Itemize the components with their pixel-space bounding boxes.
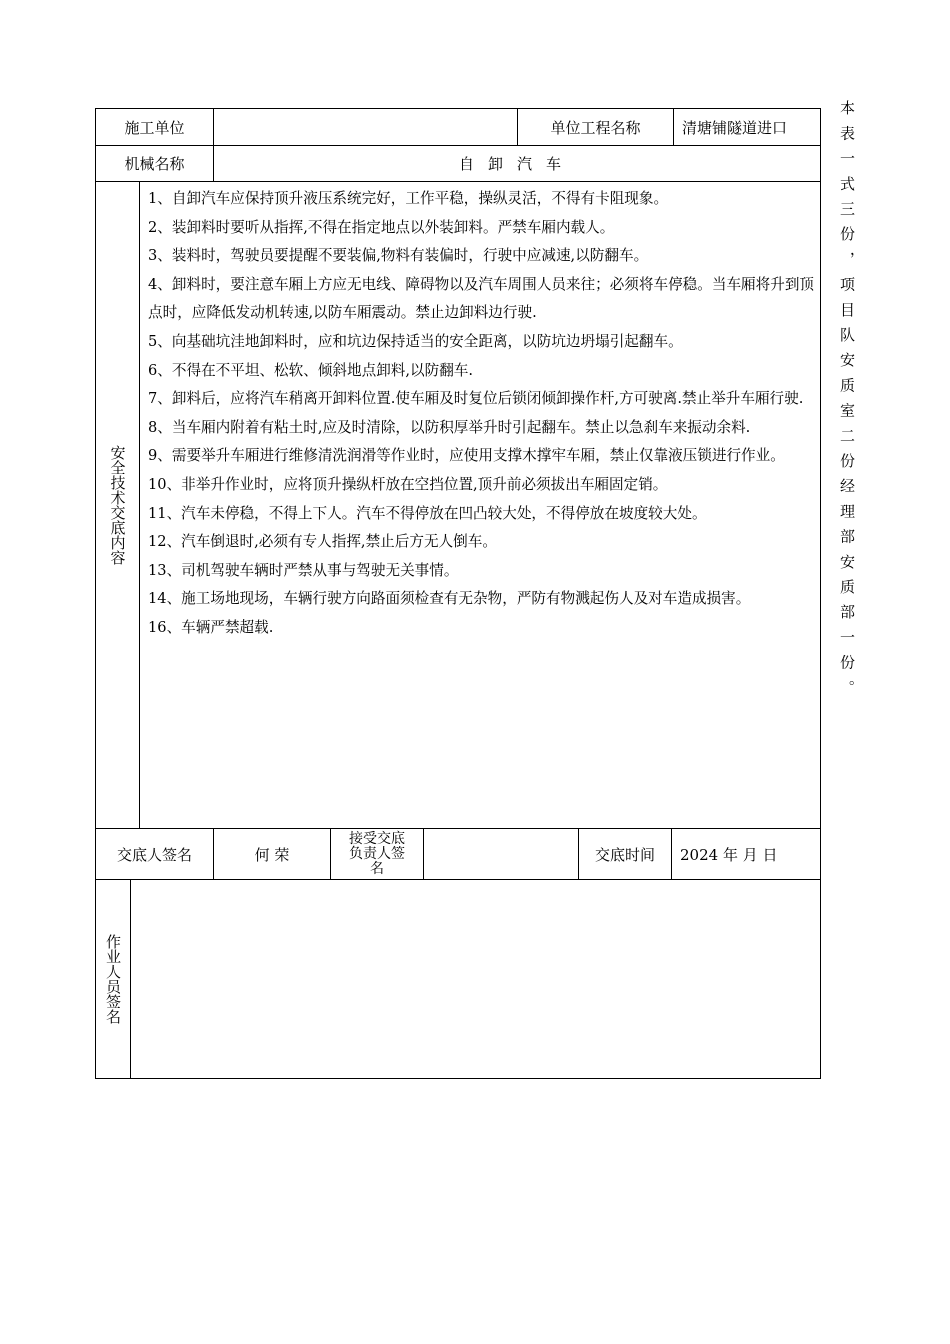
project-name-label-text: 单位工程名称 [550, 118, 641, 137]
giver-signature-value-text: 何 荣 [254, 845, 290, 864]
giver-signature-label [96, 829, 214, 880]
safety-item: 8、当车厢内附着有粘土时,应及时清除，以防积厚举升时引起翻车。禁止以急刹车来振动余料. [148, 418, 751, 436]
safety-item: 10、非举升作业时，应将顶升操纵杆放在空挡位置,顶升前必须拔出车厢固定销。 [148, 475, 668, 493]
safety-content-label [96, 182, 140, 829]
safety-item: 14、施工场地现场，车辆行驶方向路面须检查有无杂物，严防有物溅起伤人及对车造成损害。 [148, 590, 751, 608]
safety-content-list [148, 185, 816, 643]
receiver-signature-label [331, 829, 424, 880]
machine-name-value[interactable] [214, 146, 821, 182]
safety-item: 7、卸料后，应将汽车稍离开卸料位置.使车厢及时复位后锁闭倾卸操作杆,方可驶离.禁止举升车厢行驶. [148, 390, 804, 408]
construction-unit-label [96, 109, 214, 146]
safety-content-label-text: 安全技术交底内容 [108, 445, 127, 565]
safety-item: 3、装料时，驾驶员要提醒不要装偏,物料有装偏时，行驶中应减速,以防翻车。 [148, 247, 649, 265]
safety-item: 2、装卸料时要听从指挥,不得在指定地点以外装卸料。严禁车厢内载人。 [148, 218, 615, 236]
project-name-value-text: 清塘铺隧道进口 [682, 118, 788, 137]
disclosure-time-value[interactable] [672, 829, 821, 880]
safety-item: 4、卸料时，要注意车厢上方应无电线、障碍物以及汽车周围人员来往；必须将车停稳。当车厢将升到顶点时，应降低发动机转速,以防车厢震动。禁止边卸料边行驶. [148, 275, 815, 322]
safety-item: 13、司机驾驶车辆时严禁从事与驾驶无关事情。 [148, 561, 459, 579]
safety-item: 5、向基础坑洼地卸料时，应和坑边保持适当的安全距离，以防坑边坍塌引起翻车。 [148, 332, 683, 350]
safety-item: 16、车辆严禁超载. [148, 618, 274, 636]
construction-unit-value[interactable] [214, 109, 518, 146]
project-name-value[interactable] [674, 109, 821, 146]
project-name-label [518, 109, 674, 146]
giver-signature-value[interactable] [214, 829, 331, 880]
copies-side-note: 本表一式三份，项目队安质室二份经理部安质部一份。 [838, 100, 856, 705]
workers-signature-label [96, 880, 131, 1079]
receiver-signature-value[interactable] [424, 829, 579, 880]
workers-signature-area[interactable] [131, 880, 821, 1079]
safety-item: 6、不得在不平坦、松软、倾斜地点卸料,以防翻车. [148, 361, 474, 379]
machine-name-label-text: 机械名称 [124, 155, 185, 173]
machine-name-label [96, 146, 214, 182]
giver-signature-label-text: 交底人签名 [116, 845, 192, 864]
disclosure-time-label [579, 829, 672, 880]
safety-item: 1、自卸汽车应保持顶升液压系统完好，工作平稳，操纵灵活，不得有卡阻现象。 [148, 190, 669, 207]
machine-name-value-text: 自卸汽车 [458, 155, 575, 173]
disclosure-time-label-text: 交底时间 [594, 845, 655, 864]
safety-item: 12、汽车倒退时,必须有专人指挥,禁止后方无人倒车。 [148, 533, 497, 551]
safety-item: 11、汽车未停稳，不得上下人。汽车不得停放在凹凸较大处，不得停放在坡度较大处。 [148, 504, 707, 522]
safety-item: 9、需要举升车厢进行维修清洗润滑等作业时，应使用支撑木撑牢车厢，禁止仅靠液压锁进行作业。 [148, 447, 785, 465]
disclosure-time-value-text: 2024 年 月 日 [680, 845, 778, 864]
workers-signature-label-text: 作业人员签名 [104, 934, 122, 1024]
receiver-signature-label-text: 接受交底负责人签名 [349, 830, 405, 877]
construction-unit-label-text: 施工单位 [124, 118, 185, 137]
